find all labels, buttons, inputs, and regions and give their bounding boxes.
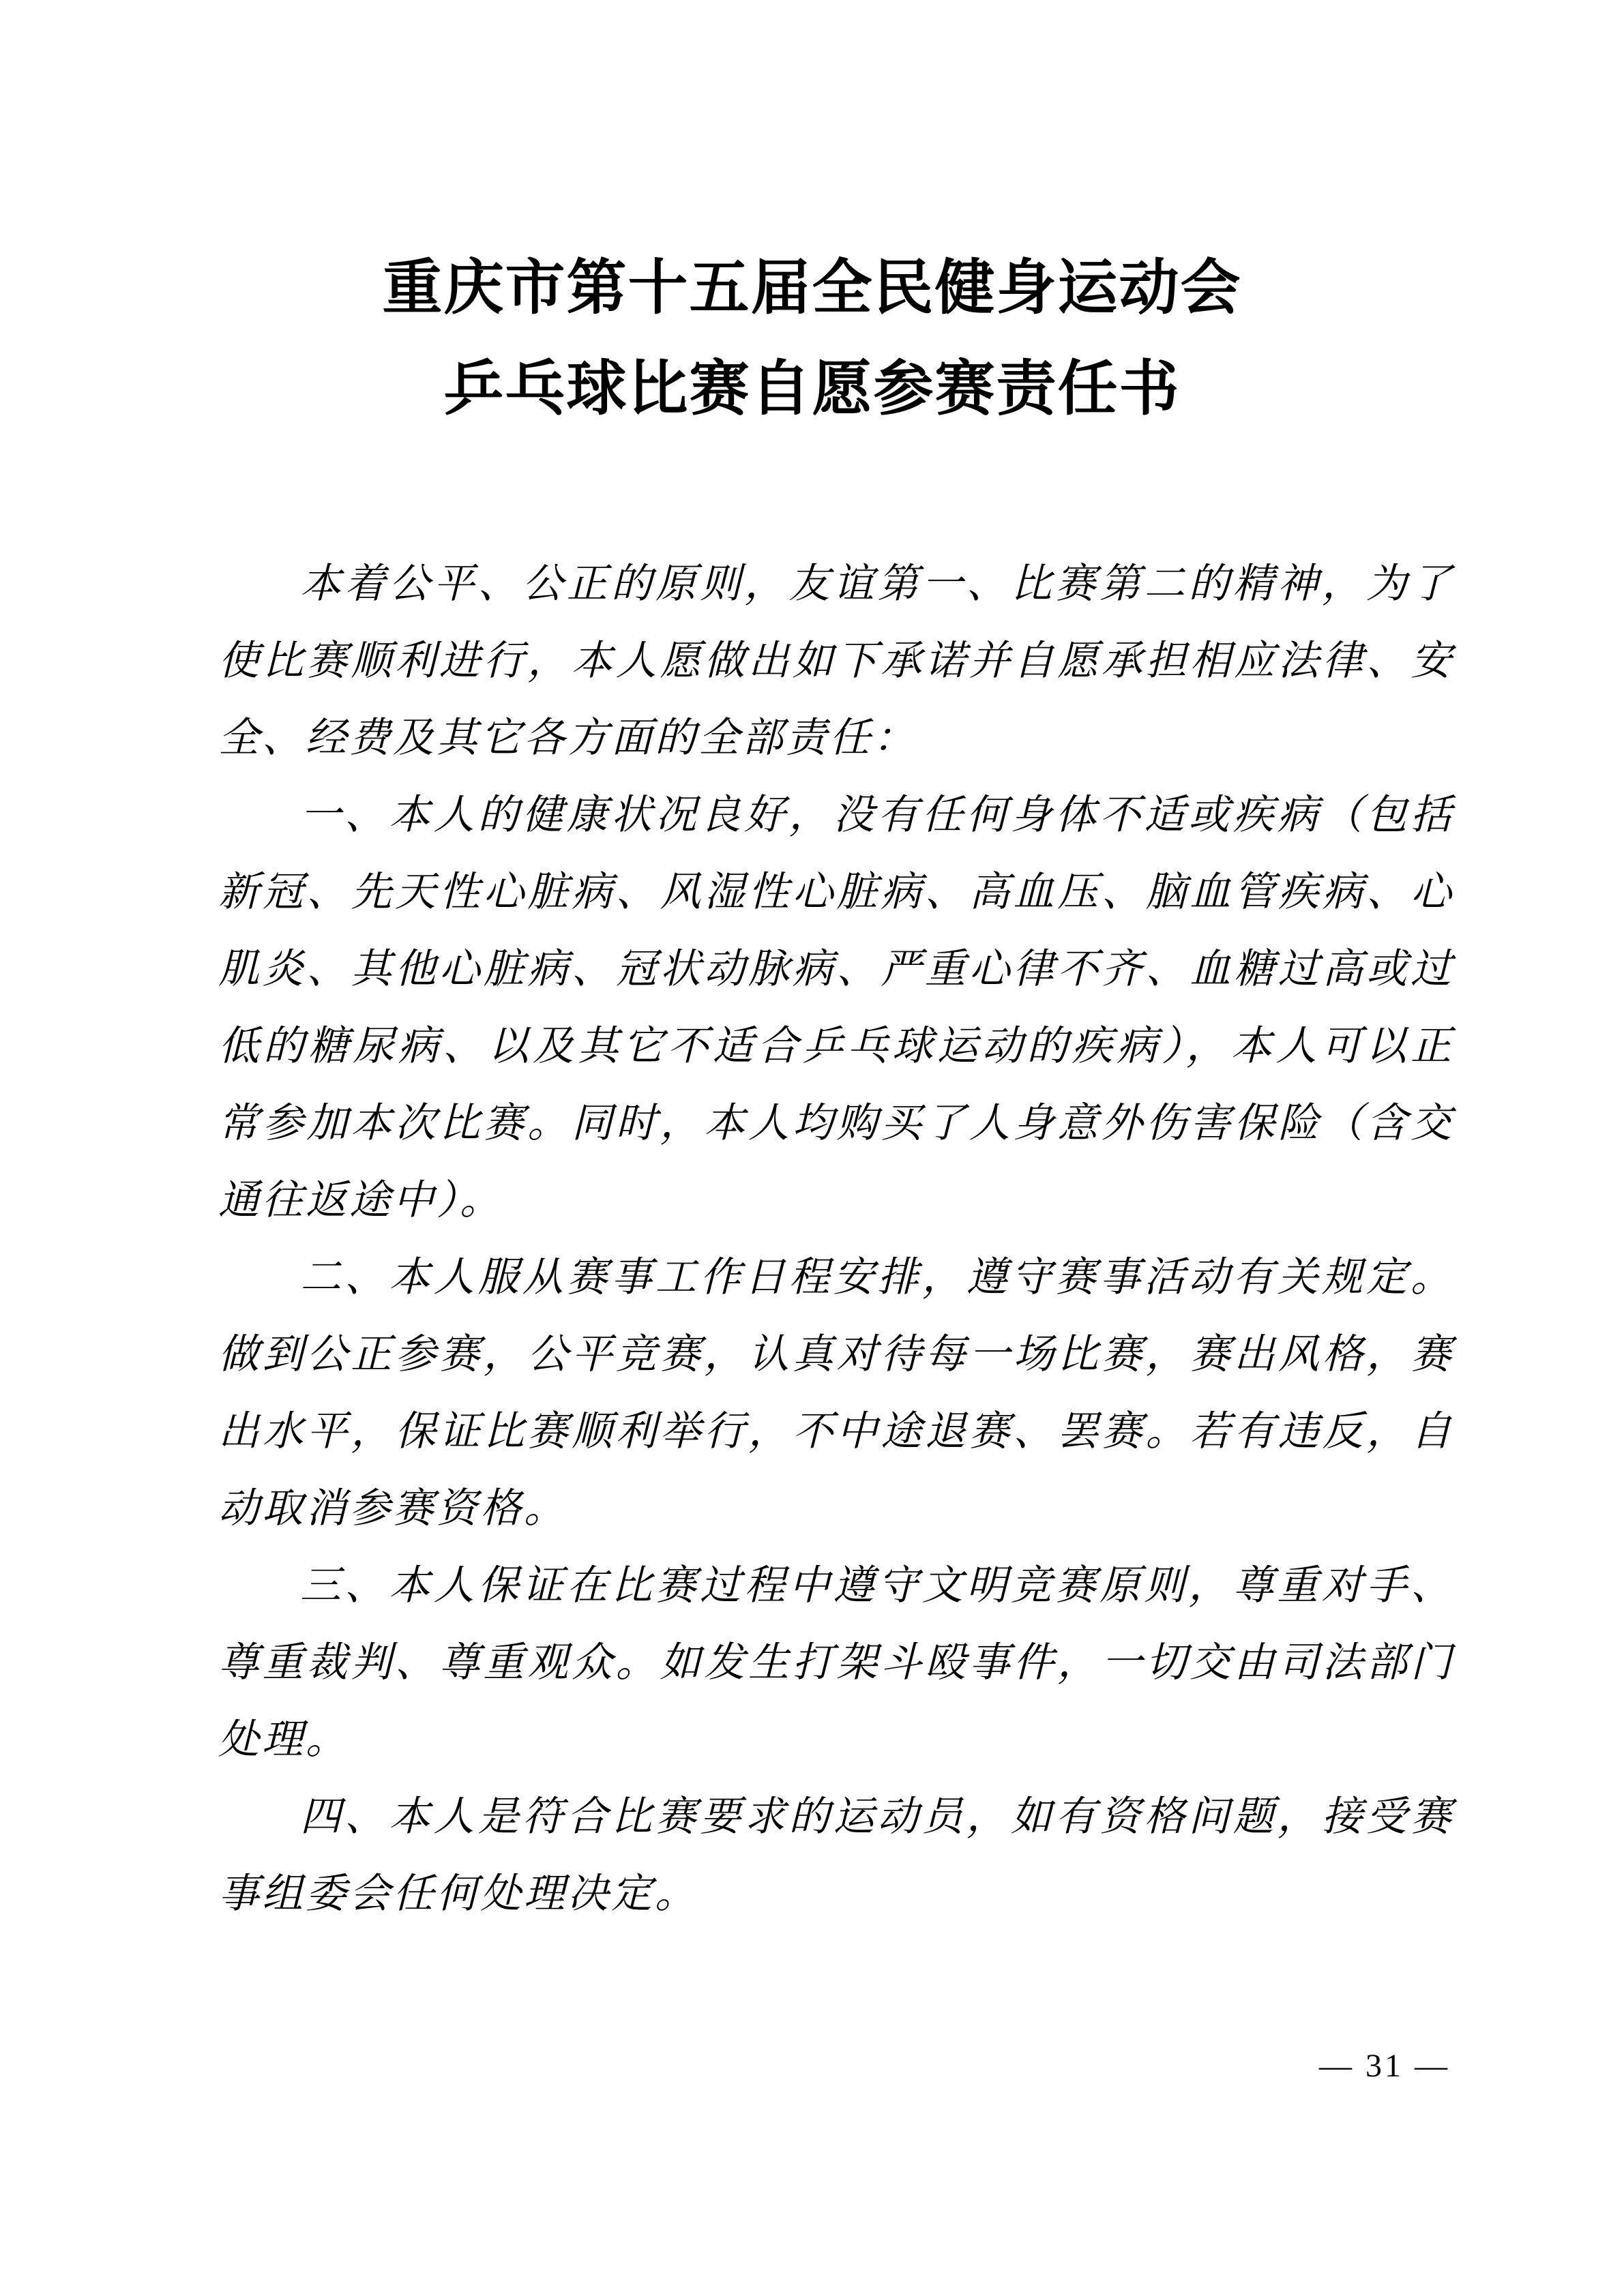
document-title-line-1: 重庆市第十五届全民健身运动会 [382,254,1242,321]
paragraph-intro: 本着公平、公正的原则，友谊第一、比赛第二的精神，为了使比赛顺利进行，本人愿做出如下承诺并自愿承担相应法律、安全、经费及其它各方面的全部责任： [218,561,1454,760]
paragraph-item-4: 四、本人是符合比赛要求的运动员，如有资格问题，接受赛事组委会任何处理决定。 [218,1794,1454,1916]
document-title [171,237,1453,439]
paragraph-item-1: 一、本人的健康状况良好，没有任何身体不适或疾病（包括新冠、先天性心脏病、风湿性心脏病、高血压、脑血管疾病、心肌炎、其他心脏病、冠状动脉病、严重心律不齐、血糖过高或过低的糖尿病、以及其它不适合乒乓球运动的疾病），本人可以正常参加本次比赛。同时，本人均购买了人身意外伤害保险（含交通往返途中）。 [218,792,1454,1223]
document-title-line-2: 乒乓球比赛自愿参赛责任书 [443,355,1181,422]
page-number: — 31 — [1319,2048,1450,2084]
paragraph-item-3: 三、本人保证在比赛过程中遵守文明竞赛原则，尊重对手、尊重裁判、尊重观众。如发生打架斗殴事件，一切交由司法部门处理。 [218,1563,1454,1762]
paragraph-item-2: 二、本人服从赛事工作日程安排，遵守赛事活动有关规定。做到公正参赛，公平竞赛，认真对待每一场比赛，赛出风格，赛出水平，保证比赛顺利举行，不中途退赛、罢赛。若有违反，自动取消参赛资格。 [218,1255,1454,1531]
document-body [218,546,1454,1933]
